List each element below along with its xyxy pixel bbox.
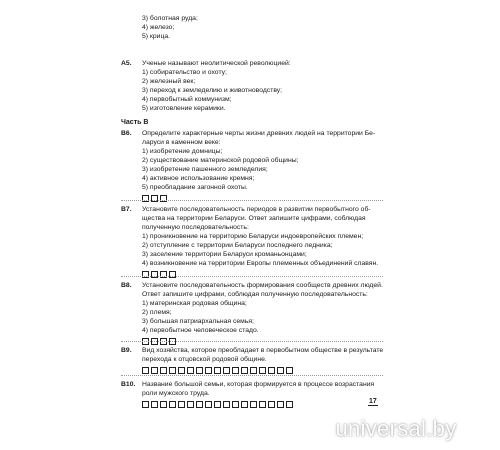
option-line: 5) изготовление керамики. [142, 105, 226, 112]
answer-box[interactable] [286, 401, 293, 408]
option-line: 4) активное использование кремня; [142, 175, 255, 182]
answer-box[interactable] [268, 367, 275, 374]
answer-box[interactable] [286, 367, 293, 374]
question-number: В10. [121, 381, 136, 388]
answer-box[interactable] [187, 401, 194, 408]
question-b8 [121, 281, 383, 346]
question-text: Установите последовательность формирования сообществ древних людей. [142, 282, 383, 289]
answer-box[interactable] [178, 401, 185, 408]
option-line: 3) заселение территории Беларуси кроманьонцами; [142, 251, 307, 258]
answer-boxes [142, 271, 383, 279]
question-text: полученную последовательность: [142, 224, 249, 231]
answer-box[interactable] [151, 401, 158, 408]
answer-box[interactable] [241, 401, 248, 408]
divider [121, 341, 383, 342]
option-line: 4) первобытный коммунизм; [142, 96, 232, 103]
option-line: 1) материнская родовая община; [142, 300, 247, 307]
option-line: 1) собирательство и охоту; [142, 69, 227, 76]
option-line: 3) болотная руда; [142, 15, 198, 22]
question-number: В6. [121, 130, 132, 137]
question-text: ларуси в каменном веке: [142, 139, 221, 146]
top-option-list [142, 14, 198, 41]
question-a5 [121, 59, 383, 113]
answer-box[interactable] [223, 401, 230, 408]
question-text: роли мужского труда. [142, 390, 210, 397]
question-text: щества на территории Беларуси. Ответ запишите цифрами, соблюдая [142, 215, 366, 222]
answer-boxes [142, 338, 383, 346]
answer-box[interactable] [277, 401, 284, 408]
answer-box[interactable] [214, 401, 221, 408]
option-line: 4) железо; [142, 24, 175, 31]
answer-box[interactable] [214, 367, 221, 374]
question-number: В9. [121, 347, 132, 354]
question-text: Ученые называют неолитической революцией: [142, 60, 291, 67]
divider [121, 375, 383, 376]
answer-box[interactable] [142, 401, 149, 408]
answer-box[interactable] [277, 367, 284, 374]
answer-box[interactable] [205, 401, 212, 408]
question-text: Название большой семьи, которая формируется в процессе возрастания [142, 381, 375, 388]
option-line: 1) изобретение домницы; [142, 148, 223, 155]
option-line: 4) первобытное человеческое стадо. [142, 327, 259, 334]
question-b7 [121, 205, 383, 279]
answer-box[interactable] [178, 367, 185, 374]
question-text: Ответ запишите цифрами, соблюдая полученную последовательность: [142, 291, 368, 298]
answer-box[interactable] [142, 367, 149, 374]
divider [121, 276, 383, 277]
option-line: 1) проникновение на территорию Беларуси индоевропейских племен; [142, 233, 364, 240]
answer-box[interactable] [232, 401, 239, 408]
question-b6 [121, 129, 383, 203]
answer-box[interactable] [160, 367, 167, 374]
question-text: Вид хозяйства, которое преобладает в первобытном обществе в результате [142, 347, 384, 354]
question-text: Определите характерные черты жизни древних людей на территории Бе- [142, 130, 376, 137]
option-line: 2) железный век; [142, 78, 196, 85]
answer-box[interactable] [169, 401, 176, 408]
option-line: 3) изобретение пашенного земледелия; [142, 166, 268, 173]
divider [121, 200, 383, 201]
answer-box[interactable] [160, 401, 167, 408]
option-line: 2) отступление с территории Беларуси последнего ледника; [142, 242, 333, 249]
option-line: 2) существование материнской родовой общины; [142, 157, 299, 164]
option-line: 5) преобладание загонной охоты. [142, 184, 248, 191]
question-b10 [121, 380, 383, 409]
watermark: universal.by [335, 416, 457, 441]
option-line: 2) племя; [142, 309, 172, 316]
question-number: В8. [121, 282, 132, 289]
question-number: А5. [121, 60, 132, 67]
option-line: 3) переход к земледелию и животноводству; [142, 87, 283, 94]
answer-box[interactable] [241, 367, 248, 374]
question-text: Установите последовательность периодов в развитии первобытного об- [142, 206, 371, 213]
answer-box[interactable] [223, 367, 230, 374]
option-line: 4) возникновение на территории Европы племенных объединений славян. [142, 260, 379, 267]
answer-boxes [142, 195, 383, 203]
answer-boxes [142, 401, 383, 409]
answer-boxes [142, 367, 383, 375]
answer-box[interactable] [232, 367, 239, 374]
answer-box[interactable] [205, 367, 212, 374]
answer-box[interactable] [259, 367, 266, 374]
answer-box[interactable] [187, 367, 194, 374]
option-line: 3) большая патриархальная семья; [142, 318, 254, 325]
question-b9 [121, 346, 383, 375]
answer-box[interactable] [169, 367, 176, 374]
section-title: Часть В [121, 119, 149, 126]
answer-box[interactable] [196, 401, 203, 408]
option-line: 5) крица. [142, 33, 171, 40]
answer-box[interactable] [250, 367, 257, 374]
answer-box[interactable] [259, 401, 266, 408]
answer-box[interactable] [151, 367, 158, 374]
page-number: 17 [369, 398, 377, 405]
answer-box[interactable] [250, 401, 257, 408]
answer-box[interactable] [268, 401, 275, 408]
question-text: перехода к отцовской родовой общине. [142, 356, 267, 363]
answer-box[interactable] [196, 367, 203, 374]
question-number: В7. [121, 206, 132, 213]
